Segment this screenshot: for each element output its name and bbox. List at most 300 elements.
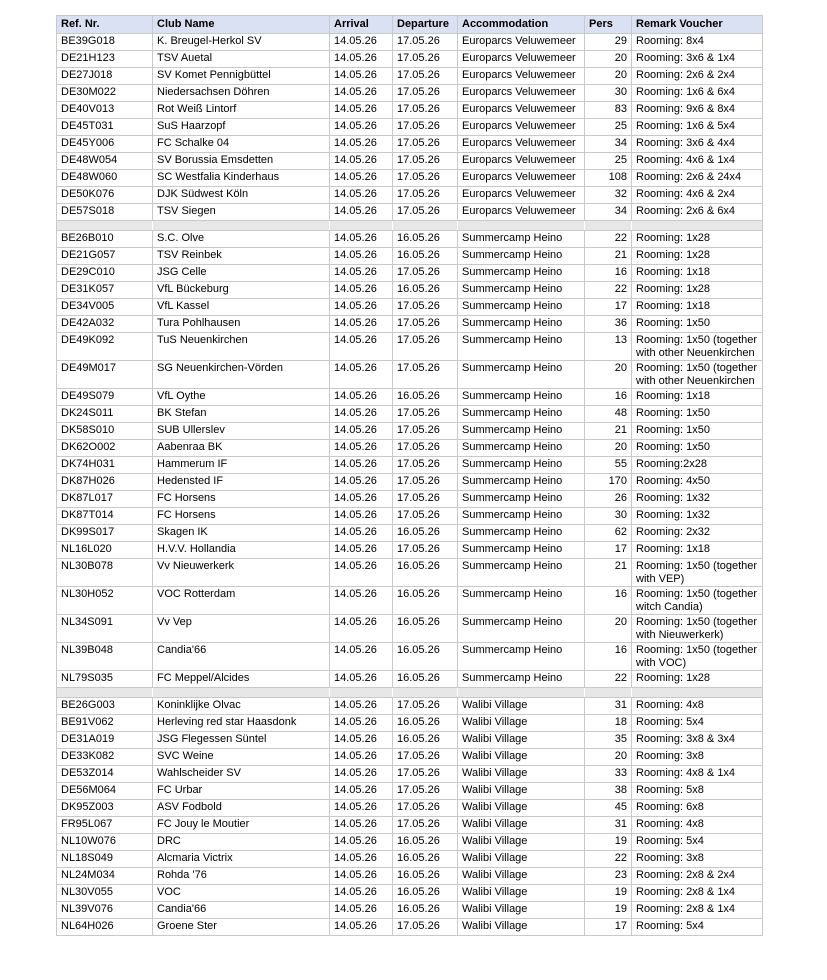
cell-remark: Rooming: 1x18 [632, 265, 763, 282]
cell-departure: 17.05.26 [393, 817, 458, 834]
cell-departure: 16.05.26 [393, 587, 458, 615]
cell-departure: 16.05.26 [393, 834, 458, 851]
cell-arrival: 14.05.26 [330, 766, 393, 783]
cell-accommodation: Summercamp Heino [458, 333, 585, 361]
column-header-ref: Ref. Nr. [57, 16, 153, 34]
cell-accommodation: Summercamp Heino [458, 559, 585, 587]
cell-club: Candia'66 [153, 643, 330, 671]
cell-arrival: 14.05.26 [330, 406, 393, 423]
column-header-club: Club Name [153, 16, 330, 34]
cell-remark: Rooming: 3x8 [632, 851, 763, 868]
cell-arrival: 14.05.26 [330, 800, 393, 817]
cell-remark: Rooming: 2x6 & 6x4 [632, 204, 763, 221]
cell-club: Tura Pohlhausen [153, 316, 330, 333]
cell-pers: 32 [585, 187, 632, 204]
table-row [57, 525, 763, 542]
cell-departure: 17.05.26 [393, 119, 458, 136]
cell-arrival: 14.05.26 [330, 102, 393, 119]
cell-club: DRC [153, 834, 330, 851]
cell-arrival: 14.05.26 [330, 153, 393, 170]
cell-departure: 17.05.26 [393, 491, 458, 508]
cell-club: Alcmaria Victrix [153, 851, 330, 868]
cell-arrival: 14.05.26 [330, 817, 393, 834]
cell-pers: 13 [585, 333, 632, 361]
table-row [57, 187, 763, 204]
cell-accommodation: Walibi Village [458, 766, 585, 783]
cell-remark: Rooming: 1x18 [632, 389, 763, 406]
table-row [57, 440, 763, 457]
cell-ref: DK99S017 [57, 525, 153, 542]
table-row [57, 316, 763, 333]
cell-pers: 20 [585, 51, 632, 68]
table-row [57, 204, 763, 221]
cell-arrival: 14.05.26 [330, 361, 393, 389]
cell-departure: 17.05.26 [393, 316, 458, 333]
separator-cell [632, 221, 763, 231]
cell-ref: DE21H123 [57, 51, 153, 68]
cell-club: FC Urbar [153, 783, 330, 800]
cell-ref: DE29C010 [57, 265, 153, 282]
cell-pers: 17 [585, 919, 632, 936]
cell-pers: 170 [585, 474, 632, 491]
cell-accommodation: Europarcs Veluwemeer [458, 85, 585, 102]
cell-departure: 17.05.26 [393, 153, 458, 170]
cell-departure: 16.05.26 [393, 248, 458, 265]
cell-pers: 31 [585, 817, 632, 834]
cell-accommodation: Europarcs Veluwemeer [458, 170, 585, 187]
cell-remark: Rooming: 3x6 & 4x4 [632, 136, 763, 153]
cell-arrival: 14.05.26 [330, 732, 393, 749]
cell-departure: 17.05.26 [393, 265, 458, 282]
cell-remark: Rooming: 5x8 [632, 783, 763, 800]
cell-remark: Rooming: 4x6 & 1x4 [632, 153, 763, 170]
cell-departure: 17.05.26 [393, 136, 458, 153]
cell-club: VfL Kassel [153, 299, 330, 316]
table-row [57, 919, 763, 936]
cell-pers: 30 [585, 508, 632, 525]
cell-pers: 23 [585, 868, 632, 885]
table-row [57, 457, 763, 474]
cell-pers: 16 [585, 587, 632, 615]
cell-arrival: 14.05.26 [330, 389, 393, 406]
cell-accommodation: Summercamp Heino [458, 643, 585, 671]
cell-accommodation: Summercamp Heino [458, 615, 585, 643]
cell-departure: 16.05.26 [393, 885, 458, 902]
cell-arrival: 14.05.26 [330, 542, 393, 559]
cell-arrival: 14.05.26 [330, 902, 393, 919]
cell-remark: Rooming: 1x50 (together with Nieuwerkerk) [632, 615, 763, 643]
cell-ref: DE21G057 [57, 248, 153, 265]
cell-departure: 16.05.26 [393, 868, 458, 885]
cell-club: SC Westfalia Kinderhaus [153, 170, 330, 187]
cell-departure: 17.05.26 [393, 51, 458, 68]
cell-pers: 25 [585, 153, 632, 170]
table-header [57, 16, 763, 34]
table-row [57, 783, 763, 800]
cell-club: Candia'66 [153, 902, 330, 919]
cell-pers: 25 [585, 119, 632, 136]
cell-ref: DE27J018 [57, 68, 153, 85]
cell-accommodation: Walibi Village [458, 715, 585, 732]
cell-arrival: 14.05.26 [330, 615, 393, 643]
cell-departure: 16.05.26 [393, 732, 458, 749]
cell-accommodation: Walibi Village [458, 885, 585, 902]
cell-accommodation: Europarcs Veluwemeer [458, 187, 585, 204]
cell-arrival: 14.05.26 [330, 783, 393, 800]
cell-ref: DK87H026 [57, 474, 153, 491]
cell-departure: 17.05.26 [393, 361, 458, 389]
cell-departure: 17.05.26 [393, 34, 458, 51]
cell-pers: 19 [585, 885, 632, 902]
cell-club: SV Borussia Emsdetten [153, 153, 330, 170]
cell-club: H.V.V. Hollandia [153, 542, 330, 559]
table-body [57, 34, 763, 936]
cell-departure: 17.05.26 [393, 204, 458, 221]
table-row [57, 68, 763, 85]
cell-accommodation: Europarcs Veluwemeer [458, 204, 585, 221]
cell-pers: 22 [585, 851, 632, 868]
table-row [57, 51, 763, 68]
cell-ref: NL39B048 [57, 643, 153, 671]
table-row [57, 248, 763, 265]
cell-accommodation: Europarcs Veluwemeer [458, 119, 585, 136]
cell-remark: Rooming: 4x8 [632, 817, 763, 834]
separator-cell [330, 221, 393, 231]
cell-club: Wahlscheider SV [153, 766, 330, 783]
table-row [57, 851, 763, 868]
cell-ref: DK87L017 [57, 491, 153, 508]
cell-arrival: 14.05.26 [330, 68, 393, 85]
cell-arrival: 14.05.26 [330, 868, 393, 885]
cell-remark: Rooming: 1x50 (together with VOC) [632, 643, 763, 671]
cell-ref: DE30M022 [57, 85, 153, 102]
cell-ref: BE39G018 [57, 34, 153, 51]
cell-ref: NL30V055 [57, 885, 153, 902]
cell-pers: 36 [585, 316, 632, 333]
cell-accommodation: Walibi Village [458, 783, 585, 800]
cell-club: VfL Bückeburg [153, 282, 330, 299]
cell-club: Hedensted IF [153, 474, 330, 491]
cell-departure: 17.05.26 [393, 85, 458, 102]
cell-ref: DK62O002 [57, 440, 153, 457]
cell-departure: 17.05.26 [393, 102, 458, 119]
cell-ref: NL16L020 [57, 542, 153, 559]
cell-club: BK Stefan [153, 406, 330, 423]
cell-remark: Rooming: 5x4 [632, 919, 763, 936]
cell-arrival: 14.05.26 [330, 265, 393, 282]
cell-remark: Rooming: 2x6 & 24x4 [632, 170, 763, 187]
cell-ref: DE49S079 [57, 389, 153, 406]
cell-club: SV Komet Pennigbüttel [153, 68, 330, 85]
voucher-table [56, 15, 763, 936]
cell-pers: 16 [585, 389, 632, 406]
column-header-arrival: Arrival [330, 16, 393, 34]
table-row [57, 800, 763, 817]
cell-accommodation: Summercamp Heino [458, 508, 585, 525]
table-row [57, 615, 763, 643]
cell-remark: Rooming: 1x28 [632, 248, 763, 265]
cell-remark: Rooming: 1x50 [632, 423, 763, 440]
cell-remark: Rooming: 1x18 [632, 299, 763, 316]
separator-cell [458, 688, 585, 698]
cell-pers: 20 [585, 361, 632, 389]
cell-pers: 22 [585, 231, 632, 248]
table-row [57, 491, 763, 508]
cell-remark: Rooming: 5x4 [632, 715, 763, 732]
cell-arrival: 14.05.26 [330, 299, 393, 316]
cell-accommodation: Summercamp Heino [458, 265, 585, 282]
cell-accommodation: Summercamp Heino [458, 440, 585, 457]
separator-cell [585, 688, 632, 698]
section-separator-row [57, 688, 763, 698]
cell-ref: DE31A019 [57, 732, 153, 749]
cell-arrival: 14.05.26 [330, 919, 393, 936]
table-row [57, 715, 763, 732]
cell-arrival: 14.05.26 [330, 282, 393, 299]
cell-accommodation: Summercamp Heino [458, 491, 585, 508]
cell-departure: 17.05.26 [393, 333, 458, 361]
cell-departure: 17.05.26 [393, 457, 458, 474]
cell-ref: BE26G003 [57, 698, 153, 715]
cell-accommodation: Walibi Village [458, 817, 585, 834]
cell-pers: 19 [585, 834, 632, 851]
cell-remark: Rooming: 1x50 (together with other Neuenkirchen [632, 333, 763, 361]
separator-cell [585, 221, 632, 231]
cell-pers: 26 [585, 491, 632, 508]
separator-cell [153, 221, 330, 231]
cell-departure: 17.05.26 [393, 508, 458, 525]
header-row [57, 16, 763, 34]
cell-arrival: 14.05.26 [330, 474, 393, 491]
table-row [57, 902, 763, 919]
cell-remark: Rooming: 1x50 (together witch Candia) [632, 587, 763, 615]
cell-departure: 17.05.26 [393, 170, 458, 187]
cell-pers: 20 [585, 440, 632, 457]
table-row [57, 508, 763, 525]
separator-cell [57, 221, 153, 231]
table-row [57, 587, 763, 615]
cell-accommodation: Summercamp Heino [458, 406, 585, 423]
cell-remark: Rooming: 2x32 [632, 525, 763, 542]
cell-club: VOC [153, 885, 330, 902]
cell-accommodation: Walibi Village [458, 800, 585, 817]
cell-arrival: 14.05.26 [330, 587, 393, 615]
cell-club: Rot Weiß Lintorf [153, 102, 330, 119]
cell-club: TSV Reinbek [153, 248, 330, 265]
cell-remark: Rooming: 1x28 [632, 282, 763, 299]
cell-pers: 20 [585, 749, 632, 766]
cell-arrival: 14.05.26 [330, 316, 393, 333]
cell-remark: Rooming: 2x8 & 1x4 [632, 902, 763, 919]
cell-arrival: 14.05.26 [330, 851, 393, 868]
cell-club: Koninklijke Olvac [153, 698, 330, 715]
cell-departure: 16.05.26 [393, 643, 458, 671]
cell-accommodation: Summercamp Heino [458, 587, 585, 615]
cell-pers: 16 [585, 643, 632, 671]
cell-pers: 38 [585, 783, 632, 800]
table-row [57, 389, 763, 406]
cell-remark: Rooming: 1x50 [632, 440, 763, 457]
table-row [57, 361, 763, 389]
cell-arrival: 14.05.26 [330, 885, 393, 902]
cell-departure: 17.05.26 [393, 474, 458, 491]
cell-accommodation: Europarcs Veluwemeer [458, 153, 585, 170]
cell-pers: 35 [585, 732, 632, 749]
cell-ref: NL30H052 [57, 587, 153, 615]
cell-ref: DE49K092 [57, 333, 153, 361]
table-row [57, 474, 763, 491]
cell-ref: DK58S010 [57, 423, 153, 440]
cell-accommodation: Walibi Village [458, 749, 585, 766]
table-row [57, 766, 763, 783]
cell-ref: BE91V062 [57, 715, 153, 732]
cell-departure: 17.05.26 [393, 299, 458, 316]
cell-departure: 17.05.26 [393, 749, 458, 766]
cell-ref: DK24S011 [57, 406, 153, 423]
cell-departure: 17.05.26 [393, 542, 458, 559]
cell-arrival: 14.05.26 [330, 491, 393, 508]
table-row [57, 542, 763, 559]
cell-arrival: 14.05.26 [330, 457, 393, 474]
table-row [57, 749, 763, 766]
cell-remark: Rooming: 1x50 [632, 406, 763, 423]
cell-remark: Rooming: 1x50 (together with other Neuenkirchen [632, 361, 763, 389]
cell-club: VfL Oythe [153, 389, 330, 406]
cell-departure: 16.05.26 [393, 525, 458, 542]
cell-pers: 17 [585, 299, 632, 316]
cell-arrival: 14.05.26 [330, 119, 393, 136]
table-row [57, 406, 763, 423]
cell-arrival: 14.05.26 [330, 525, 393, 542]
cell-departure: 17.05.26 [393, 698, 458, 715]
table-row [57, 834, 763, 851]
cell-arrival: 14.05.26 [330, 440, 393, 457]
cell-ref: NL10W076 [57, 834, 153, 851]
cell-accommodation: Summercamp Heino [458, 361, 585, 389]
cell-arrival: 14.05.26 [330, 834, 393, 851]
column-header-pers: Pers [585, 16, 632, 34]
cell-pers: 22 [585, 282, 632, 299]
cell-accommodation: Summercamp Heino [458, 423, 585, 440]
cell-pers: 20 [585, 68, 632, 85]
cell-remark: Rooming: 1x50 (together with VEP) [632, 559, 763, 587]
cell-remark: Rooming: 2x8 & 2x4 [632, 868, 763, 885]
cell-ref: DE53Z014 [57, 766, 153, 783]
cell-arrival: 14.05.26 [330, 559, 393, 587]
cell-arrival: 14.05.26 [330, 231, 393, 248]
cell-ref: FR95L067 [57, 817, 153, 834]
cell-accommodation: Walibi Village [458, 834, 585, 851]
cell-arrival: 14.05.26 [330, 85, 393, 102]
cell-remark: Rooming: 5x4 [632, 834, 763, 851]
cell-pers: 34 [585, 204, 632, 221]
cell-club: Aabenraa BK [153, 440, 330, 457]
separator-cell [393, 221, 458, 231]
cell-club: TuS Neuenkirchen [153, 333, 330, 361]
cell-ref: DE33K082 [57, 749, 153, 766]
cell-accommodation: Summercamp Heino [458, 389, 585, 406]
cell-accommodation: Walibi Village [458, 902, 585, 919]
table-row [57, 102, 763, 119]
cell-ref: NL79S035 [57, 671, 153, 688]
table-row [57, 136, 763, 153]
cell-accommodation: Summercamp Heino [458, 671, 585, 688]
cell-pers: 62 [585, 525, 632, 542]
cell-arrival: 14.05.26 [330, 423, 393, 440]
cell-accommodation: Europarcs Veluwemeer [458, 136, 585, 153]
cell-club: FC Jouy le Moutier [153, 817, 330, 834]
cell-club: Hammerum IF [153, 457, 330, 474]
cell-remark: Rooming: 6x8 [632, 800, 763, 817]
cell-ref: DK87T014 [57, 508, 153, 525]
cell-ref: NL34S091 [57, 615, 153, 643]
cell-remark: Rooming: 4x6 & 2x4 [632, 187, 763, 204]
table-row [57, 671, 763, 688]
separator-cell [57, 688, 153, 698]
table-row [57, 170, 763, 187]
cell-pers: 21 [585, 559, 632, 587]
cell-ref: DE56M064 [57, 783, 153, 800]
cell-club: FC Horsens [153, 508, 330, 525]
cell-ref: DE31K057 [57, 282, 153, 299]
cell-ref: DE48W060 [57, 170, 153, 187]
column-header-remark: Remark Voucher [632, 16, 763, 34]
cell-club: SVC Weine [153, 749, 330, 766]
cell-club: FC Meppel/Alcides [153, 671, 330, 688]
cell-arrival: 14.05.26 [330, 333, 393, 361]
cell-accommodation: Summercamp Heino [458, 231, 585, 248]
table-row [57, 423, 763, 440]
cell-club: TSV Siegen [153, 204, 330, 221]
cell-ref: BE26B010 [57, 231, 153, 248]
cell-departure: 17.05.26 [393, 783, 458, 800]
table-row [57, 868, 763, 885]
cell-remark: Rooming: 1x6 & 5x4 [632, 119, 763, 136]
cell-pers: 33 [585, 766, 632, 783]
cell-departure: 16.05.26 [393, 389, 458, 406]
cell-arrival: 14.05.26 [330, 715, 393, 732]
cell-departure: 16.05.26 [393, 715, 458, 732]
cell-pers: 21 [585, 423, 632, 440]
cell-arrival: 14.05.26 [330, 508, 393, 525]
cell-remark: Rooming: 4x8 & 1x4 [632, 766, 763, 783]
cell-pers: 16 [585, 265, 632, 282]
cell-club: Niedersachsen Döhren [153, 85, 330, 102]
column-header-accommodation: Accommodation [458, 16, 585, 34]
table-row [57, 153, 763, 170]
cell-accommodation: Summercamp Heino [458, 248, 585, 265]
table-row [57, 299, 763, 316]
cell-departure: 16.05.26 [393, 231, 458, 248]
cell-pers: 48 [585, 406, 632, 423]
cell-pers: 20 [585, 615, 632, 643]
cell-remark: Rooming: 8x4 [632, 34, 763, 51]
cell-club: Rohda '76 [153, 868, 330, 885]
cell-accommodation: Walibi Village [458, 868, 585, 885]
cell-pers: 55 [585, 457, 632, 474]
cell-accommodation: Walibi Village [458, 698, 585, 715]
cell-ref: DE50K076 [57, 187, 153, 204]
table-row [57, 119, 763, 136]
cell-remark: Rooming: 9x6 & 8x4 [632, 102, 763, 119]
cell-remark: Rooming:2x28 [632, 457, 763, 474]
cell-club: JSG Celle [153, 265, 330, 282]
table-row [57, 282, 763, 299]
cell-ref: DE42A032 [57, 316, 153, 333]
cell-club: Vv Vep [153, 615, 330, 643]
cell-arrival: 14.05.26 [330, 170, 393, 187]
cell-club: Vv Nieuwerkerk [153, 559, 330, 587]
